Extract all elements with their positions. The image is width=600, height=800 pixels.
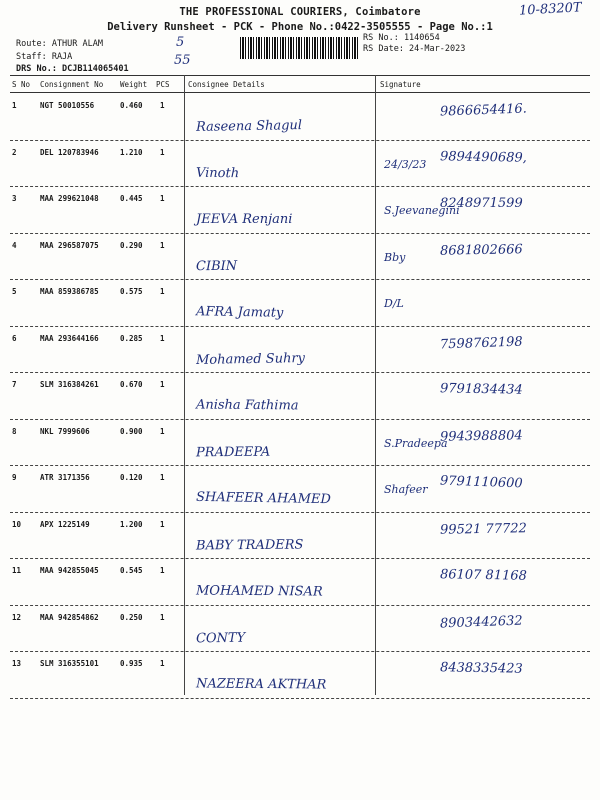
sno-cell: 2	[12, 147, 17, 157]
phone-number: 9894490689,	[439, 148, 527, 166]
row-divider	[10, 558, 590, 559]
table-row	[0, 237, 600, 283]
table-row	[0, 655, 600, 701]
row-divider	[10, 651, 590, 652]
consignee-name: JEEVA Renjani	[196, 212, 293, 227]
table-row	[0, 97, 600, 143]
phone-number: 8438335423	[439, 660, 523, 677]
weight-cell: 0.290	[120, 240, 143, 250]
handwritten-reference: 10-8320T	[518, 0, 583, 19]
row-divider	[10, 279, 590, 280]
phone-number: 9791834434	[439, 381, 523, 398]
phone-number: 8248971599	[440, 196, 523, 211]
weight-cell: 0.285	[120, 333, 143, 343]
pcs-cell: 1	[160, 194, 165, 203]
weight-cell: 0.250	[120, 612, 143, 622]
weight-cell: 0.935	[120, 659, 143, 668]
consignee-name: Vinoth	[195, 165, 240, 181]
staff-text: Staff: RAJA	[16, 51, 73, 62]
row-divider	[10, 326, 590, 327]
row-divider	[10, 233, 590, 234]
sno-cell: 12	[12, 612, 22, 622]
consignee-name: AFRA Jamaty	[195, 304, 284, 321]
weight-cell: 0.120	[120, 473, 143, 482]
signature-mark: Bby	[384, 250, 406, 264]
consignment-cell: NGT 50010556	[40, 101, 95, 110]
header-bottom-border	[10, 92, 590, 93]
phone-number: 8903442632	[439, 613, 523, 631]
sno-cell: 10	[12, 519, 22, 529]
consignee-name: CIBIN	[195, 258, 238, 274]
signature-mark: S.Jeevanegini	[384, 204, 460, 217]
consignee-name: SHAFEER AHAMED	[195, 489, 332, 508]
pcs-cell: 1	[160, 333, 165, 343]
consignee-name: Raseena Shagul	[195, 118, 303, 135]
consignment-cell: NKL 7999606	[40, 426, 90, 436]
row-divider	[10, 512, 590, 513]
pcs-cell: 1	[160, 473, 165, 482]
sno-cell: 4	[12, 240, 17, 250]
consignment-cell: APX 1225149	[40, 519, 90, 529]
consignee-name: BABY TRADERS	[195, 537, 304, 553]
table-row	[0, 609, 600, 655]
sno-cell: 11	[12, 566, 22, 575]
route-text: Route: ATHUR ALAM	[16, 39, 103, 49]
row-divider	[10, 605, 590, 606]
col-pcs: PCS	[156, 80, 170, 89]
weight-cell: 0.900	[120, 426, 143, 436]
weight-cell: 1.200	[120, 519, 143, 529]
col-consignment: Consignment No	[40, 80, 104, 89]
table-top-border	[10, 75, 590, 76]
sno-cell: 6	[12, 333, 17, 343]
table-row	[0, 144, 600, 190]
table-row	[0, 330, 600, 376]
sno-cell: 8	[12, 426, 17, 436]
row-divider	[10, 372, 590, 373]
table-row	[0, 562, 600, 608]
col-signature: Signature	[380, 80, 421, 89]
right-meta	[363, 33, 465, 55]
row-divider	[10, 698, 590, 699]
phone-number: 9943988804	[439, 427, 523, 445]
row-divider	[10, 140, 590, 141]
consignment-cell: DEL 120783946	[40, 147, 99, 157]
consignee-name: NAZEERA AKTHAR	[195, 676, 327, 693]
handwritten-count-1: 5	[176, 35, 185, 50]
consignee-name: Anisha Fathima	[195, 397, 299, 414]
consignment-cell: SLM 316355101	[40, 659, 99, 668]
pcs-cell: 1	[160, 426, 165, 436]
company-title: THE PROFESSIONAL COURIERS, Coimbatore	[179, 6, 421, 18]
pcs-cell: 1	[160, 147, 165, 157]
row-divider	[10, 186, 590, 187]
consignment-cell: SLM 316384261	[40, 380, 99, 389]
weight-cell: 0.445	[120, 194, 143, 203]
consignee-name: PRADEEPA	[195, 444, 271, 460]
consignment-cell: MAA 296587075	[40, 240, 99, 250]
weight-cell: 0.545	[120, 566, 143, 575]
phone-number: 86107 81168	[439, 567, 527, 584]
sno-cell: 13	[12, 659, 22, 668]
handwritten-count-2: 55	[174, 53, 191, 68]
consignment-cell: MAA 942855045	[40, 566, 99, 575]
table-row	[0, 516, 600, 562]
table-row	[0, 469, 600, 515]
barcode	[240, 37, 358, 59]
signature-mark: D/L	[384, 297, 404, 310]
sno-cell: 3	[12, 194, 17, 203]
phone-number: 9791110600	[439, 473, 523, 492]
weight-cell: 0.670	[120, 380, 143, 389]
weight-cell: 0.575	[120, 287, 143, 296]
pcs-cell: 1	[160, 566, 165, 575]
drs-number: DRS No.: DCJB114065401	[16, 64, 129, 74]
consignment-cell: MAA 859386785	[40, 287, 99, 296]
signature-mark: Shafeer	[384, 483, 428, 496]
pcs-cell: 1	[160, 240, 165, 250]
weight-cell: 0.460	[120, 101, 143, 110]
table-row	[0, 423, 600, 469]
pcs-cell: 1	[160, 612, 165, 622]
signature-mark: 24/3/23	[384, 157, 427, 171]
phone-number: 7598762198	[439, 334, 523, 352]
sno-cell: 1	[12, 101, 17, 110]
phone-number: 9866654416.	[439, 101, 528, 120]
phone-number: 99521 77722	[439, 520, 527, 538]
sno-cell: 5	[12, 287, 17, 296]
consignment-cell: MAA 942854862	[40, 612, 99, 622]
row-divider	[10, 419, 590, 420]
pcs-cell: 1	[160, 101, 165, 110]
row-divider	[10, 465, 590, 466]
rs-date: RS Date: 24-Mar-2023	[363, 44, 466, 54]
col-sno: S No	[12, 80, 31, 89]
rs-number: RS No.: 1140654	[363, 33, 440, 43]
sno-cell: 9	[12, 473, 17, 482]
signature-mark: S.Pradeepa	[384, 436, 448, 450]
consignment-cell: ATR 3171356	[40, 473, 90, 482]
table-row	[0, 283, 600, 329]
consignee-name: Mohamed Suhry	[195, 350, 306, 368]
table-row	[0, 376, 600, 422]
col-consignee: Consignee Details	[188, 80, 265, 89]
pcs-cell: 1	[160, 519, 165, 529]
pcs-cell: 1	[160, 287, 165, 296]
pcs-cell: 1	[160, 659, 165, 668]
runsheet-title: Delivery Runsheet - PCK - Phone No.:0422-3505555 - Page No.:1	[107, 21, 493, 33]
pcs-cell: 1	[160, 380, 165, 389]
col-weight: Weight	[120, 80, 148, 89]
consignee-name: MOHAMED NISAR	[195, 583, 323, 600]
sno-cell: 7	[12, 380, 17, 389]
table-row	[0, 190, 600, 236]
consignment-cell: MAA 299621048	[40, 194, 99, 203]
weight-cell: 1.210	[120, 147, 143, 157]
left-meta	[16, 38, 129, 76]
consignee-name: CONTY	[195, 630, 246, 646]
consignment-cell: MAA 293644166	[40, 333, 99, 343]
phone-number: 8681802666	[439, 241, 523, 259]
